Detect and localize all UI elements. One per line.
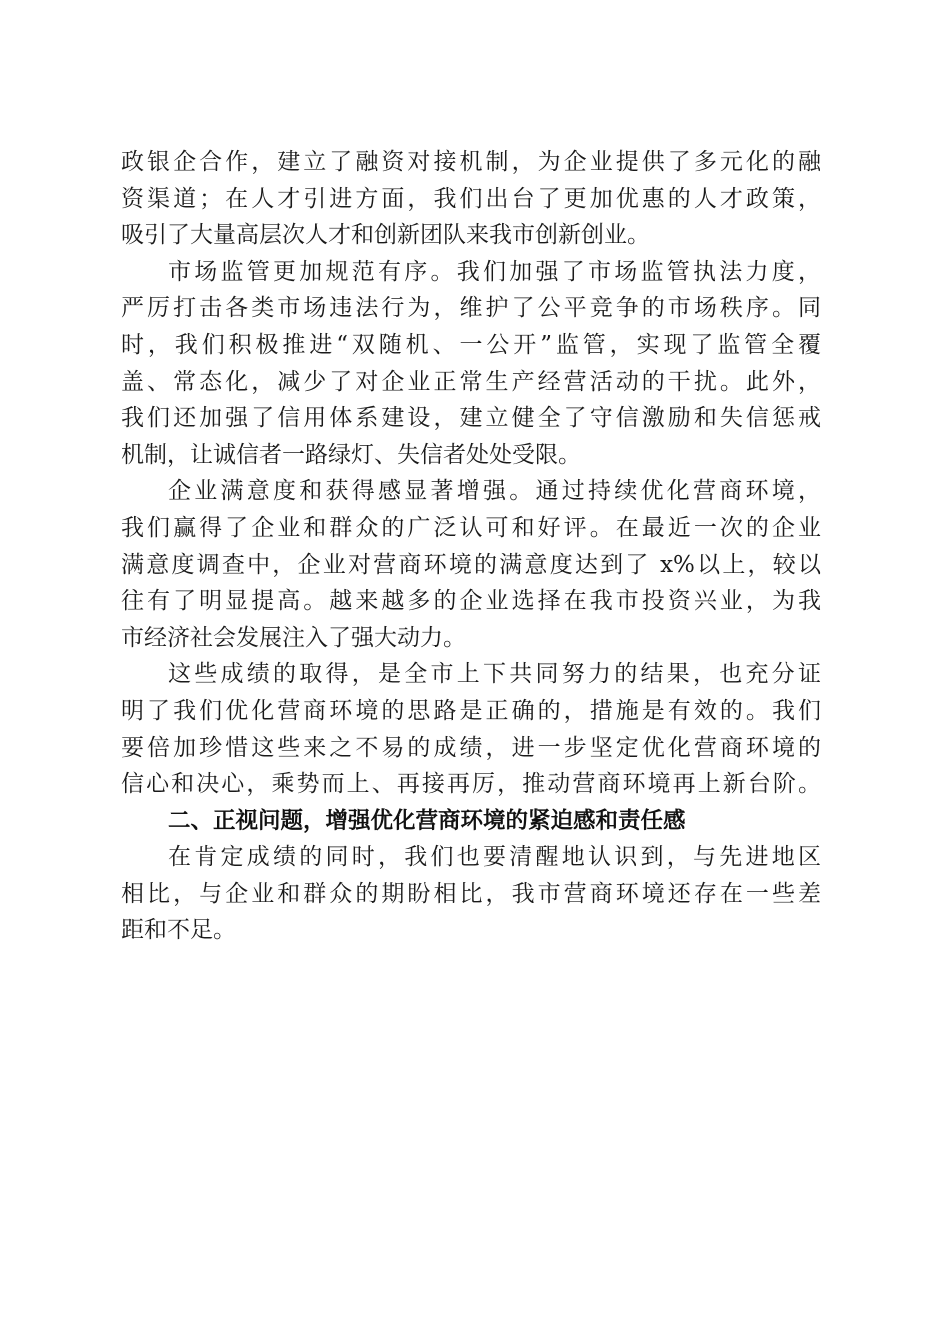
text-line: 盖、常态化，减少了对企业正常生产经营活动的干扰。此外， [121,368,821,395]
text-line: 资渠道；在人才引进方面，我们出台了更加优惠的人才政策， [121,185,821,212]
text-line: 严厉打击各类市场违法行为，维护了公平竞争的市场秩序。同 [121,295,821,322]
text-line: 时，我们积极推进“双随机、一公开”监管，实现了监管全覆 [121,331,821,358]
paragraph-enterprise-satisfaction [121,473,821,656]
text-line: 明了我们优化营商环境的思路是正确的，措施是有效的。我们 [121,697,821,724]
paragraph-achievements-summary [121,656,821,802]
text-line: 政银企合作，建立了融资对接机制，为企业提供了多元化的融 [121,149,821,175]
text-line: 往有了明显提高。越来越多的企业选择在我市投资兴业，为我 [121,588,821,615]
text-line: 我们赢得了企业和群众的广泛认可和好评。在最近一次的企业 [121,514,821,541]
section-heading: 二、正视问题，增强优化营商环境的紧迫感和责任感 [168,807,686,834]
text-line: 要倍加珍惜这些来之不易的成绩，进一步坚定优化营商环境的 [121,734,821,761]
paragraph-market-supervision [121,254,821,474]
text-line: 机制，让诚信者一路绿灯、失信者处处受限。 [121,441,581,468]
text-line: 满意度调查中，企业对营商环境的满意度达到了 x%以上，较以 [121,551,821,578]
text-line: 市经济社会发展注入了强大动力。 [121,624,466,651]
text-line: 这些成绩的取得，是全市上下共同努力的结果，也充分证 [168,661,821,688]
text-line: 相比，与企业和群众的期盼相比，我市营商环境还存在一些差 [121,880,821,907]
text-line: 信心和决心，乘势而上、再接再厉，推动营商环境再上新台阶。 [121,771,821,798]
text-line: 吸引了大量高层次人才和创新团队来我市创新创业。 [121,222,650,249]
paragraph-facing-problems [121,839,821,949]
document-body [121,144,821,949]
text-line: 市场监管更加规范有序。我们加强了市场监管执法力度， [168,258,821,285]
text-line: 距和不足。 [121,917,236,944]
paragraph-financing-talent [121,144,821,254]
text-line: 在肯定成绩的同时，我们也要清醒地认识到，与先进地区 [168,844,821,871]
text-line: 企业满意度和获得感显著增强。通过持续优化营商环境， [168,478,821,505]
text-line: 我们还加强了信用体系建设，建立健全了守信激励和失信惩戒 [121,405,821,432]
